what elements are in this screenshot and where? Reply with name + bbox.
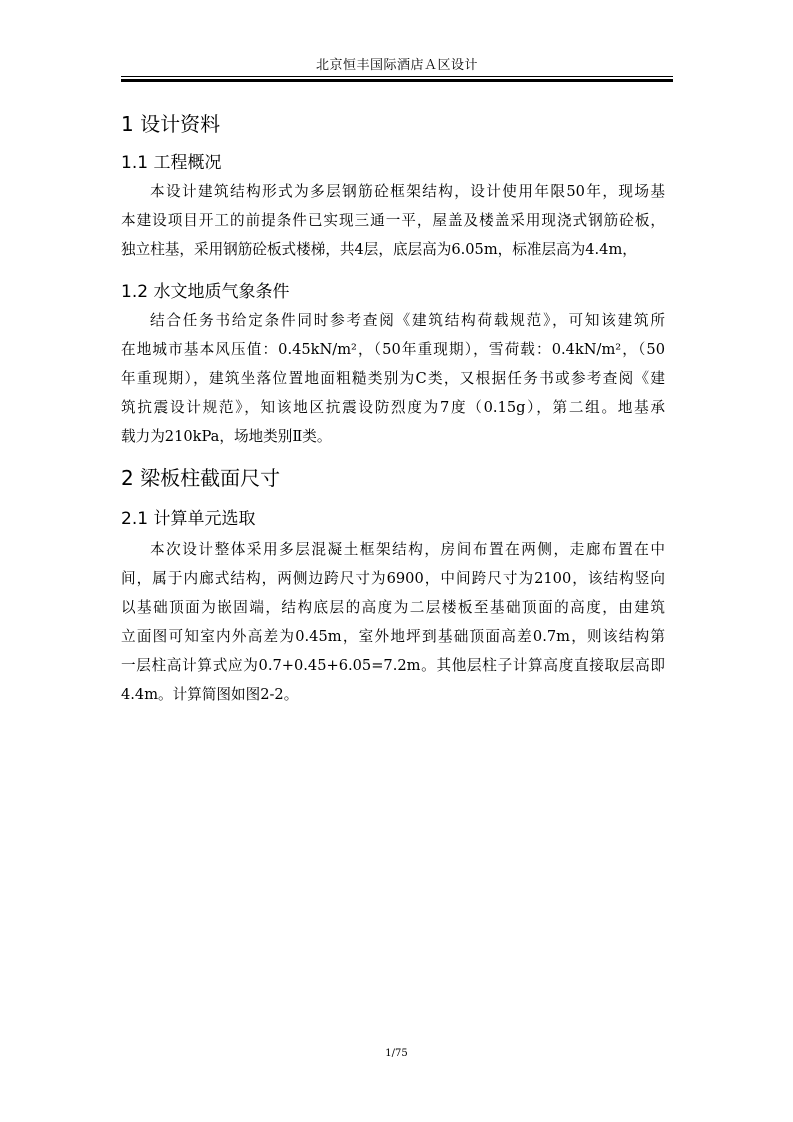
section-1-1-paragraph bbox=[121, 177, 665, 264]
paragraph-line: 本次设计整体采用多层混凝土框架结构，房间布置在两侧，走廊布置在中 bbox=[150, 541, 665, 558]
paragraph-line: 载力为210kPa，场地类别Ⅱ类。 bbox=[121, 428, 332, 445]
paragraph-line: 在地城市基本风压值：0.45kN/m²，（50年重现期），雪荷载：0.4kN/m²，（50 bbox=[121, 341, 665, 358]
paragraph-line: 以基础顶面为嵌固端，结构底层的高度为二层楼板至基础顶面的高度，由建筑 bbox=[121, 599, 665, 616]
header-rule-thick bbox=[121, 79, 673, 82]
paragraph-line: 本设计建筑结构形式为多层钢筋砼框架结构，设计使用年限50年，现场基 bbox=[150, 183, 665, 200]
paragraph-line: 结合任务书给定条件同时参考查阅《建筑结构荷载规范》，可知该建筑所 bbox=[150, 312, 665, 329]
section-1-1-heading: 1.1 工程概况 bbox=[121, 153, 222, 173]
paragraph-line: 立面图可知室内外高差为0.45m，室外地坪到基础顶面高差0.7m，则该结构第 bbox=[121, 628, 665, 645]
paragraph-line: 间，属于内廊式结构，两侧边跨尺寸为6900，中间跨尺寸为2100，该结构竖向 bbox=[121, 570, 665, 587]
header-rule-thin bbox=[121, 76, 673, 77]
section-1-2-heading: 1.2 水文地质气象条件 bbox=[121, 282, 290, 302]
section-2-1-heading: 2.1 计算单元选取 bbox=[121, 509, 256, 529]
paragraph-line: 年重现期），建筑坐落位置地面粗糙类别为C类，又根据任务书或参考查阅《建 bbox=[121, 370, 665, 387]
section-1-2-paragraph bbox=[121, 306, 665, 451]
running-header: 北京恒丰国际酒店Ａ区设计 bbox=[315, 58, 478, 73]
paragraph-line: 本建设项目开工的前提条件已实现三通一平，屋盖及楼盖采用现浇式钢筋砼板， bbox=[121, 212, 665, 229]
section-1-heading: 1 设计资料 bbox=[121, 112, 221, 136]
paragraph-line: 一层柱高计算式应为0.7+0.45+6.05=7.2m。其他层柱子计算高度直接取层高即 bbox=[121, 657, 665, 674]
page-number: 1/75 bbox=[385, 1048, 408, 1059]
paragraph-line: 独立柱基，采用钢筋砼板式楼梯，共4层，底层高为6.05m，标准层高为4.4m， bbox=[121, 241, 637, 258]
section-2-heading: 2 梁板柱截面尺寸 bbox=[121, 466, 281, 490]
paragraph-line: 4.4m。计算简图如图2-2。 bbox=[121, 686, 299, 703]
paragraph-line: 筑抗震设计规范》，知该地区抗震设防烈度为7度（0.15g），第二组。地基承 bbox=[121, 399, 665, 416]
section-2-1-paragraph bbox=[121, 535, 665, 709]
